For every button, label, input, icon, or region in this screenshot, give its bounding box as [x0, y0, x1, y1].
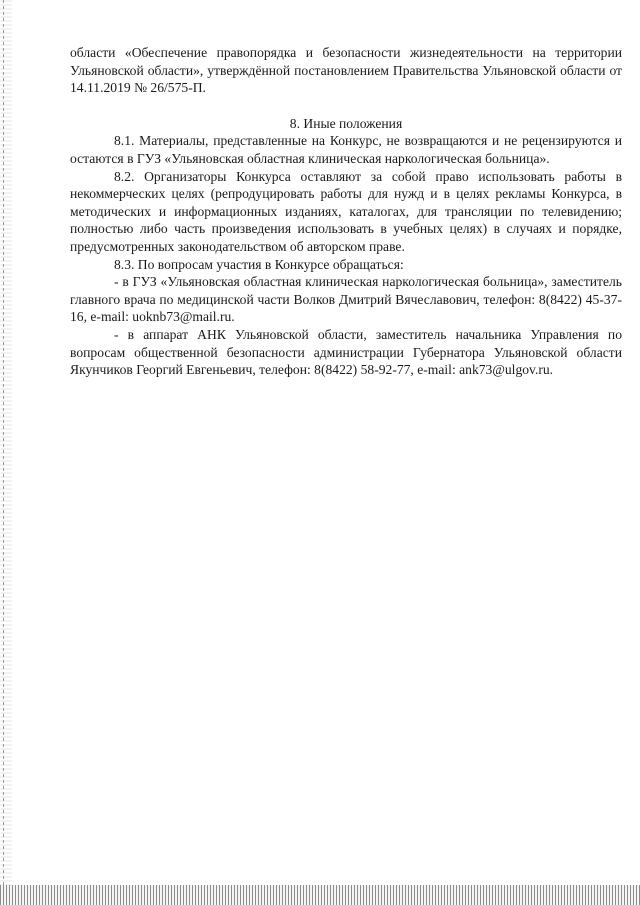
- paragraph-8-2: 8.2. Организаторы Конкурса оставляют за собой право использовать работы в некоммерческих целях (репродуцировать работы для нужд и в целях рекламы Конкурса, в методических и информационных изданиях, каталогах, для трансляции по телевидению; полностью либо часть произведения использовать в учебных целях) в случаях и порядке, предусмотренных законодательством об авторском праве.: [70, 168, 622, 254]
- contact-hospital: - в ГУЗ «Ульяновская областная клиническая наркологическая больница», заместитель главного врача по медицинской части Волков Дмитрий Вячеславович, телефон: 8(8422) 45-37-16, e-mail: uoknb73@mail.ru.: [70, 274, 622, 325]
- scan-edge-bottom: [0, 885, 640, 905]
- paragraph-8-3: 8.3. По вопросам участия в Конкурсе обращаться:: [114, 256, 404, 272]
- contact-ank: - в аппарат АНК Ульяновской области, заместитель начальника Управления по вопросам общественной безопасности администрации Губернатора Ульяновской области Якунчиков Георгий Евгеньевич, телефон: 8(8422) 58-92-77, e-mail: ank73@ulgov.ru.: [70, 326, 622, 378]
- intro-paragraph: области «Обеспечение правопорядка и безопасности жизнедеятельности на территории Ульяновской области», утверждённой постановлением Правительства Ульяновской области от 14.11.2019 № 26/575-П.: [70, 45, 622, 96]
- paragraph-8-1: 8.1. Материалы, представленные на Конкурс, не возвращаются и не рецензируются и остаются в ГУЗ «Ульяновская областная клиническая наркологическая больница».: [70, 133, 622, 166]
- document-page: [70, 44, 622, 379]
- section-heading: 8. Иные положения: [289, 115, 403, 131]
- scan-edge-left: [0, 0, 12, 905]
